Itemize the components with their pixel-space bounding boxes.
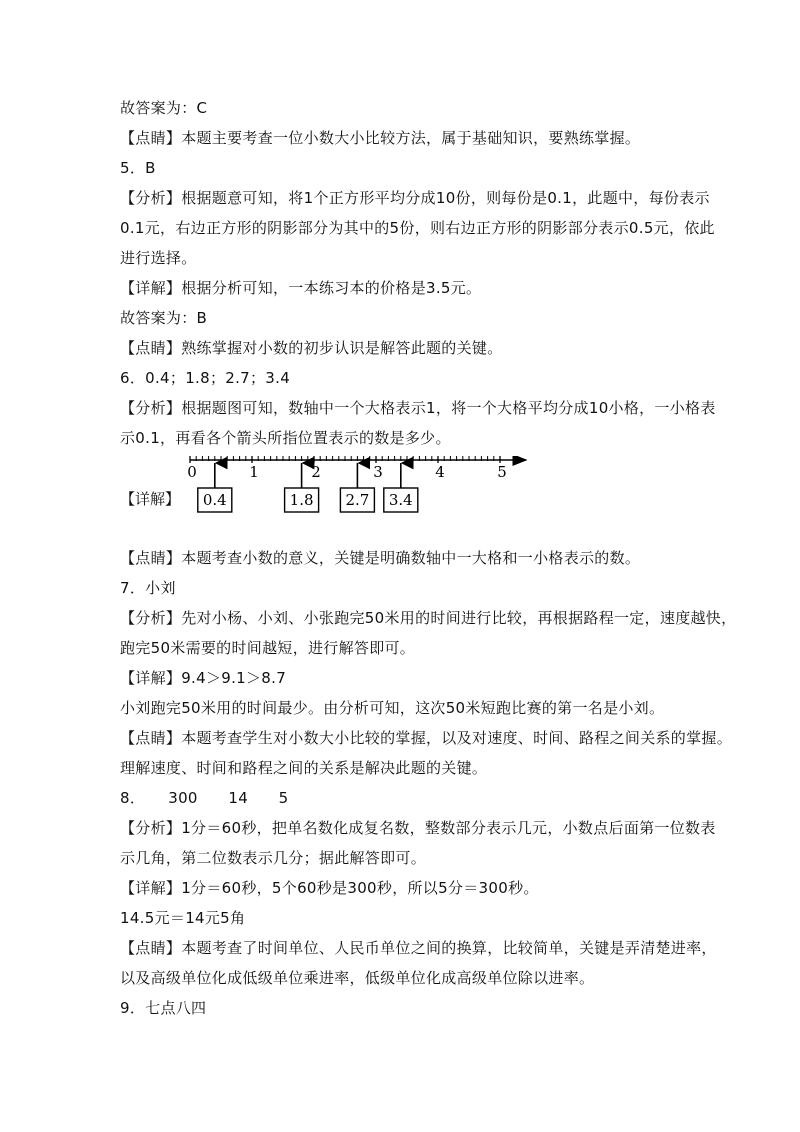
answer-line: 故答案为：B: [120, 309, 208, 327]
tick-label: 1: [249, 463, 259, 481]
analysis-line: 【分析】根据题意可知，将1个正方形平均分成10份，则每份是0.1，此题中，每份表示: [120, 189, 710, 207]
question-number: 6．0.4；1.8；2.7；3.4: [120, 369, 291, 387]
tick-label: 0: [187, 463, 197, 481]
analysis-line: 示0.1，再看各个箭头所指位置表示的数是多少。: [120, 429, 451, 447]
comment-line: 【点睛】本题考查学生对小数大小比较的掌握，以及对速度、时间、路程之间关系的掌握。: [120, 729, 733, 747]
analysis-line: 跑完50米需要的时间越短，进行解答即可。: [120, 639, 416, 657]
comment-line: 【点睛】本题考查小数的意义，关键是明确数轴中一大格和一小格表示的数。: [120, 549, 641, 567]
value-label: 2.7: [345, 491, 370, 509]
detail-line: 【详解】9.4＞9.1＞8.7: [120, 669, 287, 687]
comment-line: 以及高级单位化成低级单位乘进率，低级单位化成高级单位除以进率。: [120, 969, 595, 987]
detail-line: 14.5元＝14元5角: [120, 909, 246, 927]
value-arrow: [198, 463, 232, 512]
comment-line: 理解速度、时间和路程之间的关系是解决此题的关键。: [120, 759, 488, 777]
comment-line: 【点睛】熟练掌握对小数的初步认识是解答此题的关键。: [120, 339, 503, 357]
value-label: 3.4: [388, 491, 413, 509]
question-number: 7．小刘: [120, 579, 176, 597]
detail-line: 小刘跑完50米用的时间最少。由分析可知，这次50米短跑比赛的第一名是小刘。: [120, 699, 665, 717]
analysis-line: 【分析】先对小杨、小刘、小张跑完50米用的时间进行比较，再根据路程一定，速度越快，: [120, 609, 737, 627]
tick-label: 3: [373, 463, 383, 481]
detail-label: 【详解】: [120, 490, 181, 508]
analysis-line: 【分析】根据题图可知，数轴中一个大格表示1，将一个大格平均分成10小格，一小格表: [120, 399, 716, 417]
value-label: 1.8: [289, 491, 314, 509]
tick-label: 2: [311, 463, 321, 481]
question-number: 9．七点八四: [120, 999, 207, 1017]
detail-line: 【详解】1分＝60秒，5个60秒是300秒，所以5分＝300秒。: [120, 879, 539, 897]
value-label: 0.4: [202, 491, 227, 509]
number-line-labels: [187, 463, 507, 481]
tick-label: 4: [435, 463, 445, 481]
value-arrow: [340, 463, 374, 512]
comment-line: 【点睛】本题主要考查一位小数大小比较方法，属于基础知识，要熟练掌握。: [120, 129, 641, 147]
question-number: 8． 300 14 5: [120, 789, 289, 807]
value-arrow: [384, 463, 418, 512]
detail-line: 【详解】根据分析可知，一本练习本的价格是3.5元。: [120, 279, 482, 297]
analysis-line: 【分析】1分＝60秒，把单名数化成复名数，整数部分表示几元，小数点后面第一位数表: [120, 819, 716, 837]
number-line-arrows: [198, 463, 418, 512]
answer-line: 故答案为：C: [120, 99, 208, 117]
analysis-line: 进行选择。: [120, 249, 197, 267]
number-line-figure: [176, 456, 536, 520]
analysis-line: 0.1元，右边正方形的阴影部分为其中的5份，则右边正方形的阴影部分表示0.5元，依此: [120, 219, 715, 237]
tick-label: 5: [497, 463, 507, 481]
question-number: 5．B: [120, 159, 156, 177]
analysis-line: 示几角，第二位数表示几分；据此解答即可。: [120, 849, 427, 867]
comment-line: 【点睛】本题考查了时间单位、人民币单位之间的换算，比较简单，关键是弄清楚进率，: [120, 939, 717, 957]
